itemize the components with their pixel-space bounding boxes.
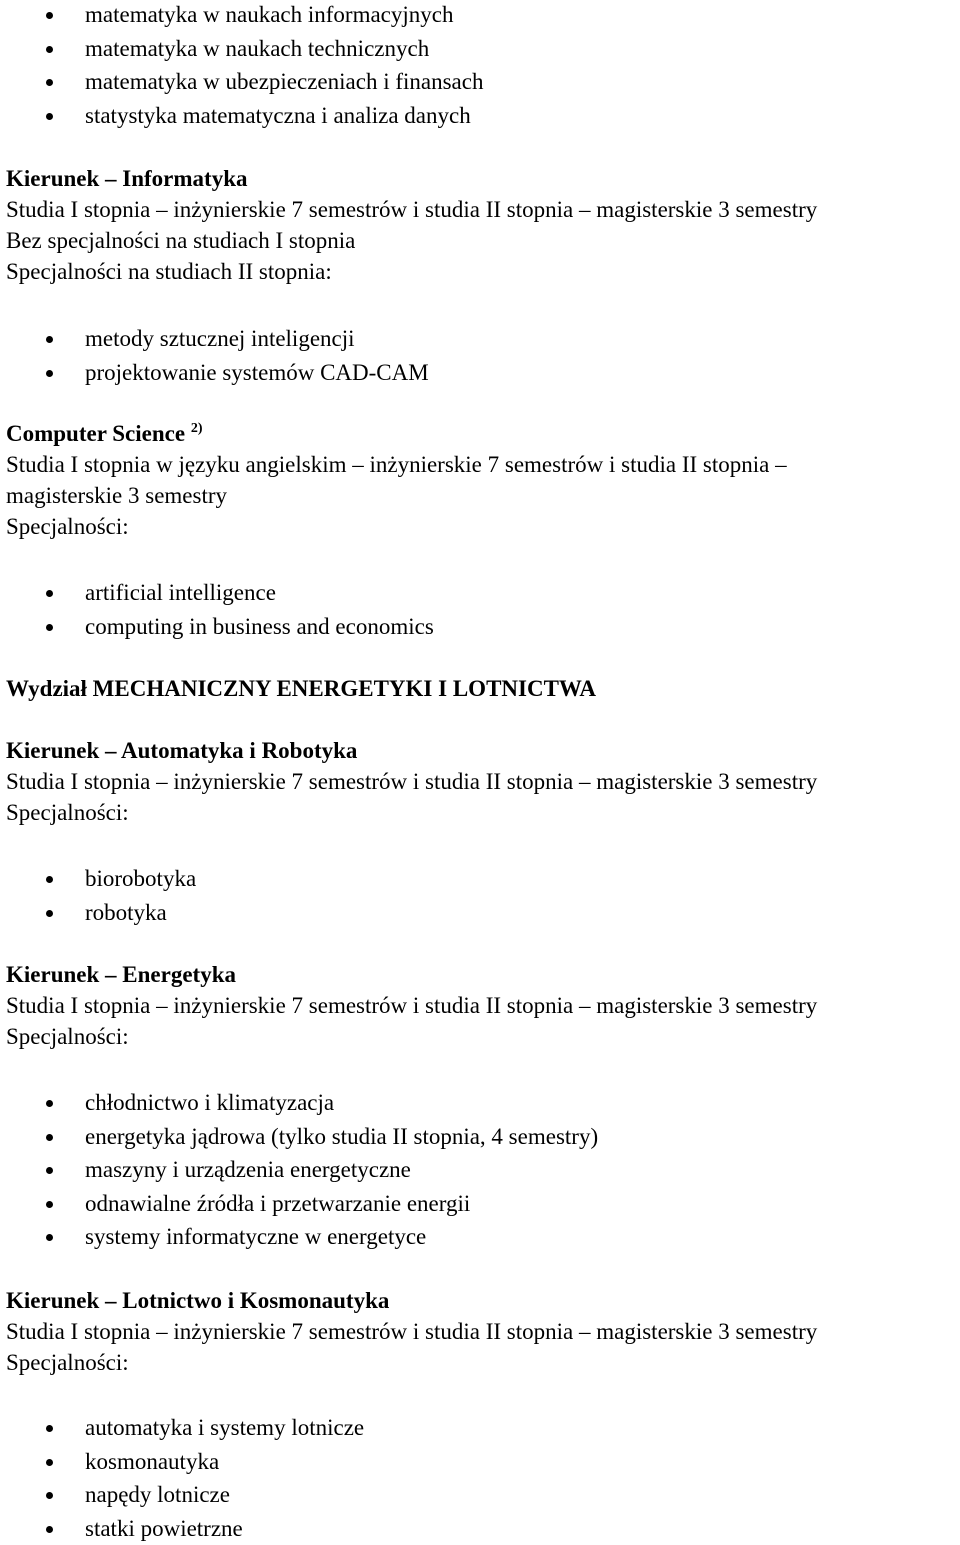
studia-description: Studia I stopnia – inżynierskie 7 semestrów i studia II stopnia – magisterskie 3 semestry (6, 769, 818, 794)
studia-description-line2: magisterskie 3 semestry (6, 483, 228, 508)
list-item: kosmonautyka (6, 1445, 960, 1479)
bullet-icon (46, 1201, 53, 1208)
bullet-icon (46, 336, 53, 343)
bullet-icon (46, 12, 53, 19)
section-lotnictwo-kosmonautyka (6, 1285, 960, 1378)
list-item: robotyka (6, 896, 960, 930)
specialization-label: Specjalności: (6, 800, 129, 825)
section-heading: Kierunek – Automatyka i Robotyka (6, 738, 358, 763)
bullet-icon (46, 1492, 53, 1499)
bullet-icon (46, 370, 53, 377)
list-item: statystyka matematyczna i analiza danych (6, 99, 960, 133)
footnote-marker: 2) (190, 421, 203, 436)
list-item: napędy lotnicze (6, 1478, 960, 1512)
list-item: systemy informatyczne w energetyce (6, 1220, 960, 1254)
bullet-icon (46, 1134, 53, 1141)
list-item: statki powietrzne (6, 1512, 960, 1545)
bullet-icon (46, 1167, 53, 1174)
bullet-icon (46, 1234, 53, 1241)
specialization-list (6, 862, 960, 929)
section-computer-science (6, 418, 960, 542)
studia-description: Studia I stopnia – inżynierskie 7 semestrów i studia II stopnia – magisterskie 3 semestry (6, 1319, 818, 1344)
studia-description-line1: Studia I stopnia w języku angielskim – inżynierskie 7 semestrów i studia II stopnia – (6, 452, 787, 477)
list-item: matematyka w naukach informacyjnych (6, 0, 960, 32)
list-item: matematyka w naukach technicznych (6, 32, 960, 66)
list-item: automatyka i systemy lotnicze (6, 1411, 960, 1445)
bullet-icon (46, 1100, 53, 1107)
specialization-list (6, 322, 960, 389)
studia-description: Studia I stopnia – inżynierskie 7 semestrów i studia II stopnia – magisterskie 3 semestry (6, 197, 818, 222)
list-item: artificial intelligence (6, 576, 960, 610)
specialization-label: Specjalności na studiach II stopnia: (6, 259, 332, 284)
bullet-icon (46, 590, 53, 597)
list-item: biorobotyka (6, 862, 960, 896)
faculty-heading: Wydział MECHANICZNY ENERGETYKI I LOTNICTWA (6, 676, 596, 701)
list-item: matematyka w ubezpieczeniach i finansach (6, 65, 960, 99)
section-note: Bez specjalności na studiach I stopnia (6, 228, 356, 253)
list-item: chłodnictwo i klimatyzacja (6, 1086, 960, 1120)
specialization-label: Specjalności: (6, 1024, 129, 1049)
bullet-icon (46, 46, 53, 53)
list-item: projektowanie systemów CAD-CAM (6, 356, 960, 390)
specialization-label: Specjalności: (6, 514, 129, 539)
bullet-icon (46, 1459, 53, 1466)
bullet-icon (46, 1526, 53, 1533)
specialization-label: Specjalności: (6, 1350, 129, 1375)
section-energetyka (6, 959, 960, 1052)
bullet-icon (46, 876, 53, 883)
section-automatyka-robotyka (6, 735, 960, 828)
section-heading: Computer Science $^{2)}$ (6, 421, 203, 446)
top-specialization-list (6, 0, 960, 132)
bullet-icon (46, 79, 53, 86)
bullet-icon (46, 910, 53, 917)
section-heading: Kierunek – Lotnictwo i Kosmonautyka (6, 1288, 390, 1313)
list-item: odnawialne źródła i przetwarzanie energii (6, 1187, 960, 1221)
bullet-icon (46, 624, 53, 631)
list-item: energetyka jądrowa (tylko studia II stopnia, 4 semestry) (6, 1120, 960, 1154)
section-heading: Kierunek – Informatyka (6, 166, 248, 191)
bullet-icon (46, 1425, 53, 1432)
specialization-list (6, 1411, 960, 1545)
specialization-list (6, 576, 960, 643)
section-informatyka (6, 163, 960, 287)
studia-description: Studia I stopnia – inżynierskie 7 semestrów i studia II stopnia – magisterskie 3 semestry (6, 993, 818, 1018)
list-item: computing in business and economics (6, 610, 960, 644)
bullet-icon (46, 113, 53, 120)
section-heading: Kierunek – Energetyka (6, 962, 236, 987)
faculty-heading-block (6, 673, 960, 704)
specialization-list (6, 1086, 960, 1254)
list-item: maszyny i urządzenia energetyczne (6, 1153, 960, 1187)
list-item: metody sztucznej inteligencji (6, 322, 960, 356)
